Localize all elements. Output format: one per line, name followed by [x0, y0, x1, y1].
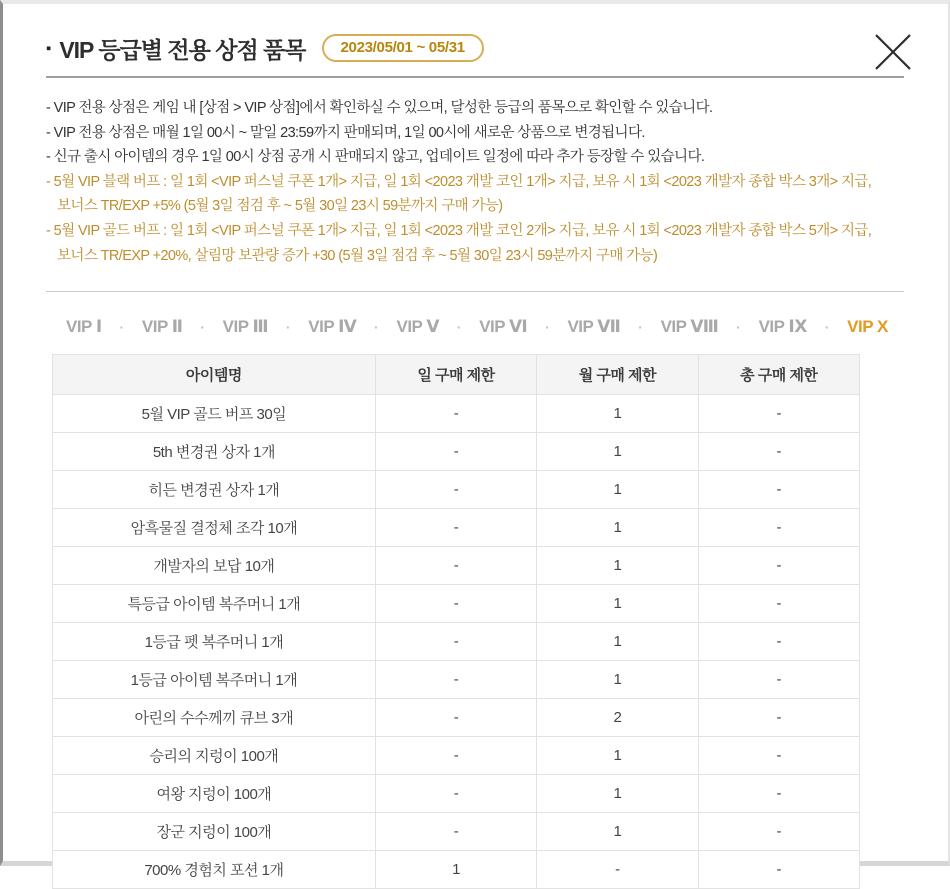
total-limit-cell: -: [698, 395, 859, 433]
column-header-total-limit: 총 구매 제한: [698, 355, 859, 395]
table-row: [53, 509, 860, 547]
tab-vip-6[interactable]: VIP Ⅵ: [479, 317, 528, 337]
table-row: [53, 699, 860, 737]
daily-limit-cell: 1: [375, 851, 536, 889]
tab-separator-dot: ·: [545, 319, 550, 336]
table-row: [53, 661, 860, 699]
total-limit-cell: -: [698, 585, 859, 623]
total-limit-cell: -: [698, 851, 859, 889]
tab-vip-3[interactable]: VIP Ⅲ: [222, 317, 269, 337]
table-row: [53, 623, 860, 661]
daily-limit-cell: -: [375, 585, 536, 623]
monthly-limit-cell: 1: [537, 547, 698, 585]
item-name-cell: 1등급 아이템 복주머니 1개: [53, 661, 376, 699]
total-limit-cell: -: [698, 737, 859, 775]
table-row: [53, 851, 860, 889]
monthly-limit-cell: 1: [537, 395, 698, 433]
tab-vip-1[interactable]: VIP Ⅰ: [66, 317, 102, 337]
total-limit-cell: -: [698, 775, 859, 813]
close-icon: [870, 30, 916, 74]
daily-limit-cell: -: [375, 661, 536, 699]
modal-header: [46, 28, 904, 68]
item-name-cell: 아린의 수수께끼 큐브 3개: [53, 699, 376, 737]
item-name-cell: 1등급 펫 복주머니 1개: [53, 623, 376, 661]
table-header-row: [53, 355, 860, 395]
item-name-cell: 5월 VIP 골드 버프 30일: [53, 395, 376, 433]
tab-vip-5[interactable]: VIP Ⅴ: [396, 317, 439, 337]
highlight-notice-line: - 5월 VIP 골드 버프 : 일 1회 <VIP 퍼스널 쿠폰 1개> 지급, 일 1회 <2023 개발 코인 2개> 지급, 보유 시 1회 <2023 개발자 종합 박스 5개> 지급,: [46, 222, 872, 239]
table-row: [53, 775, 860, 813]
tab-separator-dot: ·: [119, 319, 125, 336]
tab-vip-4[interactable]: VIP Ⅳ: [308, 317, 357, 337]
column-header-monthly-limit: 월 구매 제한: [537, 355, 698, 395]
page-title: VIP 등급별 전용 상점 품목: [59, 36, 306, 63]
total-limit-cell: -: [698, 471, 859, 509]
notice-block: [46, 96, 904, 268]
item-name-cell: 700% 경험치 포션 1개: [53, 851, 376, 889]
daily-limit-cell: -: [375, 775, 536, 813]
total-limit-cell: -: [698, 509, 859, 547]
notice-line: - VIP 전용 상점은 매월 1일 00시 ~ 말일 23:59까지 판매되며, 1일 00시에 새로운 상품으로 변경됩니다.: [46, 124, 645, 141]
tab-separator-dot: ·: [200, 319, 205, 336]
notice-line: - VIP 전용 상점은 게임 내 [상점 > VIP 상점]에서 확인하실 수 있으며, 달성한 등급의 품목으로 확인할 수 있습니다.: [46, 100, 713, 116]
column-header-daily-limit: 일 구매 제한: [375, 355, 536, 395]
tab-separator-dot: ·: [824, 319, 830, 336]
section-divider: [46, 291, 904, 292]
tab-vip-10[interactable]: VIP X: [847, 317, 888, 337]
tab-separator-dot: ·: [456, 319, 462, 336]
daily-limit-cell: -: [375, 395, 536, 433]
title-divider: [46, 76, 904, 78]
modal-content: [3, 4, 948, 889]
item-name-cell: 승리의 지렁이 100개: [53, 737, 376, 775]
daily-limit-cell: -: [375, 433, 536, 471]
total-limit-cell: -: [698, 813, 859, 851]
monthly-limit-cell: 1: [537, 813, 698, 851]
total-limit-cell: -: [698, 661, 859, 699]
monthly-limit-cell: 1: [537, 509, 698, 547]
daily-limit-cell: -: [375, 509, 536, 547]
date-badge: 2023/05/01 ~ 05/31: [322, 34, 484, 62]
daily-limit-cell: -: [375, 547, 536, 585]
tab-separator-dot: ·: [736, 319, 741, 336]
table-row: [53, 433, 860, 471]
item-name-cell: 개발자의 보답 10개: [53, 547, 376, 585]
vip-shop-table: [52, 354, 860, 889]
close-button[interactable]: [870, 30, 916, 74]
total-limit-cell: -: [698, 547, 859, 585]
vip-tabs: [46, 317, 904, 337]
monthly-limit-cell: 1: [537, 623, 698, 661]
item-name-cell: 히든 변경권 상자 1개: [53, 471, 376, 509]
monthly-limit-cell: 1: [537, 737, 698, 775]
tab-separator-dot: ·: [285, 319, 291, 336]
tab-vip-2[interactable]: VIP Ⅱ: [141, 317, 183, 337]
highlight-notice-line: 보너스 TR/EXP +5% (5월 3일 점검 후 ~ 5월 30일 23시 59분까지 구매 가능): [57, 198, 503, 215]
table-body: [53, 395, 860, 889]
item-name-cell: 특등급 아이템 복주머니 1개: [53, 585, 376, 623]
total-limit-cell: -: [698, 623, 859, 661]
tab-vip-9[interactable]: VIP Ⅸ: [758, 317, 807, 337]
daily-limit-cell: -: [375, 737, 536, 775]
tab-separator-dot: ·: [638, 319, 643, 336]
item-name-cell: 5th 변경권 상자 1개: [53, 433, 376, 471]
highlight-notice-line: 보너스 TR/EXP +20%, 살림망 보관량 증가 +30 (5월 3일 점검 후 ~ 5월 30일 23시 59분까지 구매 가능): [57, 247, 658, 264]
daily-limit-cell: -: [375, 699, 536, 737]
table-row: [53, 737, 860, 775]
monthly-limit-cell: 1: [537, 433, 698, 471]
table-row: [53, 471, 860, 509]
total-limit-cell: -: [698, 433, 859, 471]
monthly-limit-cell: 1: [537, 661, 698, 699]
table-row: [53, 395, 860, 433]
column-header-item-name: 아이템명: [53, 355, 376, 395]
item-name-cell: 여왕 지렁이 100개: [53, 775, 376, 813]
monthly-limit-cell: 2: [537, 699, 698, 737]
table-row: [53, 547, 860, 585]
item-name-cell: 장군 지렁이 100개: [53, 813, 376, 851]
title-bullet-icon: ▪: [46, 39, 52, 57]
table-row: [53, 813, 860, 851]
highlight-notice-line: - 5월 VIP 블랙 버프 : 일 1회 <VIP 퍼스널 쿠폰 1개> 지급, 일 1회 <2023 개발 코인 1개> 지급, 보유 시 1회 <2023 개발자 종합 박스 3개> 지급,: [46, 173, 872, 190]
daily-limit-cell: -: [375, 471, 536, 509]
tab-vip-8[interactable]: VIP Ⅷ: [660, 317, 719, 337]
monthly-limit-cell: -: [537, 851, 698, 889]
monthly-limit-cell: 1: [537, 775, 698, 813]
daily-limit-cell: -: [375, 623, 536, 661]
monthly-limit-cell: 1: [537, 471, 698, 509]
daily-limit-cell: -: [375, 813, 536, 851]
tab-separator-dot: ·: [374, 319, 379, 336]
notice-line: - 신규 출시 아이템의 경우 1일 00시 상점 공개 시 판매되지 않고, 업데이트 일정에 따라 추가 등장할 수 있습니다.: [46, 149, 705, 166]
monthly-limit-cell: 1: [537, 585, 698, 623]
table-row: [53, 585, 860, 623]
tab-vip-7[interactable]: VIP Ⅶ: [567, 317, 621, 337]
total-limit-cell: -: [698, 699, 859, 737]
item-name-cell: 암흑물질 결정체 조각 10개: [53, 509, 376, 547]
